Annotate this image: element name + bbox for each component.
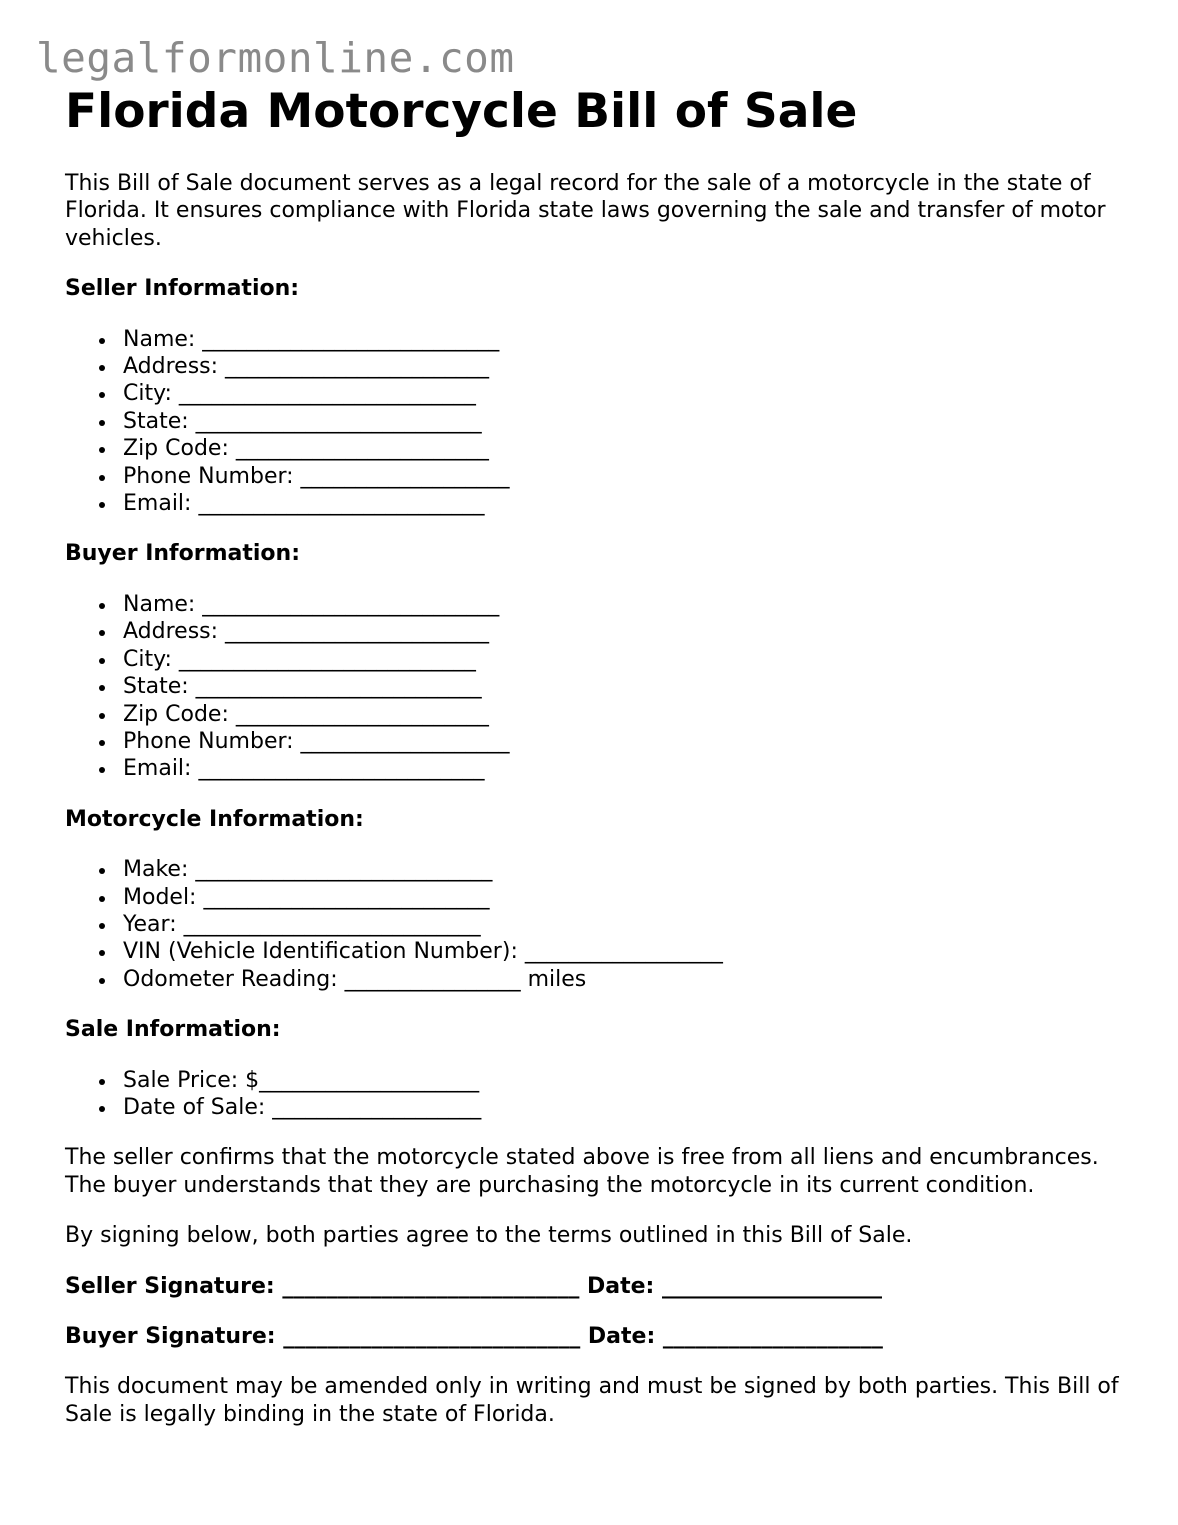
seller-signature-line: Seller Signature: ___________________________ Date: ____________________ — [65, 1273, 882, 1299]
sale-field-list — [65, 1067, 1125, 1122]
seller-field-list — [65, 326, 1125, 518]
seller-phone-field: Phone Number: ___________________ — [123, 463, 1125, 490]
seller-city-field: City: ___________________________ — [123, 380, 1125, 407]
watermark: legalformonline.com — [36, 34, 515, 82]
seller-state-field: State: __________________________ — [123, 408, 1125, 435]
motorcycle-odometer-field: Odometer Reading: ________________ miles — [123, 966, 1125, 993]
buyer-section-heading: Buyer Information: — [65, 541, 300, 567]
sale-price-field: Sale Price: $____________________ — [123, 1067, 1125, 1094]
sale-date-field: Date of Sale: ___________________ — [123, 1094, 1125, 1121]
condition-paragraph: The seller confirms that the motorcycle stated above is free from all liens and encumbrances. The buyer understands that they are purchasing the motorcycle in its current condition. — [65, 1145, 1099, 1198]
seller-zip-field: Zip Code: _______________________ — [123, 435, 1125, 462]
motorcycle-section-heading: Motorcycle Information: — [65, 806, 364, 832]
buyer-email-field: Email: __________________________ — [123, 755, 1125, 782]
seller-name-field: Name: ___________________________ — [123, 326, 1125, 353]
motorcycle-make-field: Make: ___________________________ — [123, 856, 1125, 883]
page-title: Florida Motorcycle Bill of Sale — [65, 84, 858, 139]
seller-address-field: Address: ________________________ — [123, 353, 1125, 380]
motorcycle-vin-field: VIN (Vehicle Identification Number): __________________ — [123, 938, 1125, 965]
buyer-city-field: City: ___________________________ — [123, 646, 1125, 673]
buyer-phone-field: Phone Number: ___________________ — [123, 728, 1125, 755]
buyer-address-field: Address: ________________________ — [123, 618, 1125, 645]
buyer-field-list — [65, 591, 1125, 783]
buyer-name-field: Name: ___________________________ — [123, 591, 1125, 618]
buyer-state-field: State: __________________________ — [123, 673, 1125, 700]
seller-email-field: Email: __________________________ — [123, 490, 1125, 517]
document-page — [65, 84, 1125, 1428]
buyer-signature-line: Buyer Signature: ___________________________ Date: ____________________ — [65, 1324, 883, 1349]
buyer-zip-field: Zip Code: _______________________ — [123, 701, 1125, 728]
intro-paragraph: This Bill of Sale document serves as a legal record for the sale of a motorcycle in the state of Florida. It ensures compliance with Florida state laws governing the sale and transfer of motor vehicles. — [65, 171, 1106, 251]
motorcycle-model-field: Model: __________________________ — [123, 884, 1125, 911]
motorcycle-year-field: Year: ___________________________ — [123, 911, 1125, 938]
closing-paragraph: This document may be amended only in writing and must be signed by both parties. This Bill of Sale is legally binding in the state of Florida. — [65, 1374, 1119, 1427]
motorcycle-field-list — [65, 856, 1125, 993]
sale-section-heading: Sale Information: — [65, 1017, 281, 1043]
seller-section-heading: Seller Information: — [65, 276, 300, 302]
agreement-paragraph: By signing below, both parties agree to the terms outlined in this Bill of Sale. — [65, 1223, 913, 1249]
